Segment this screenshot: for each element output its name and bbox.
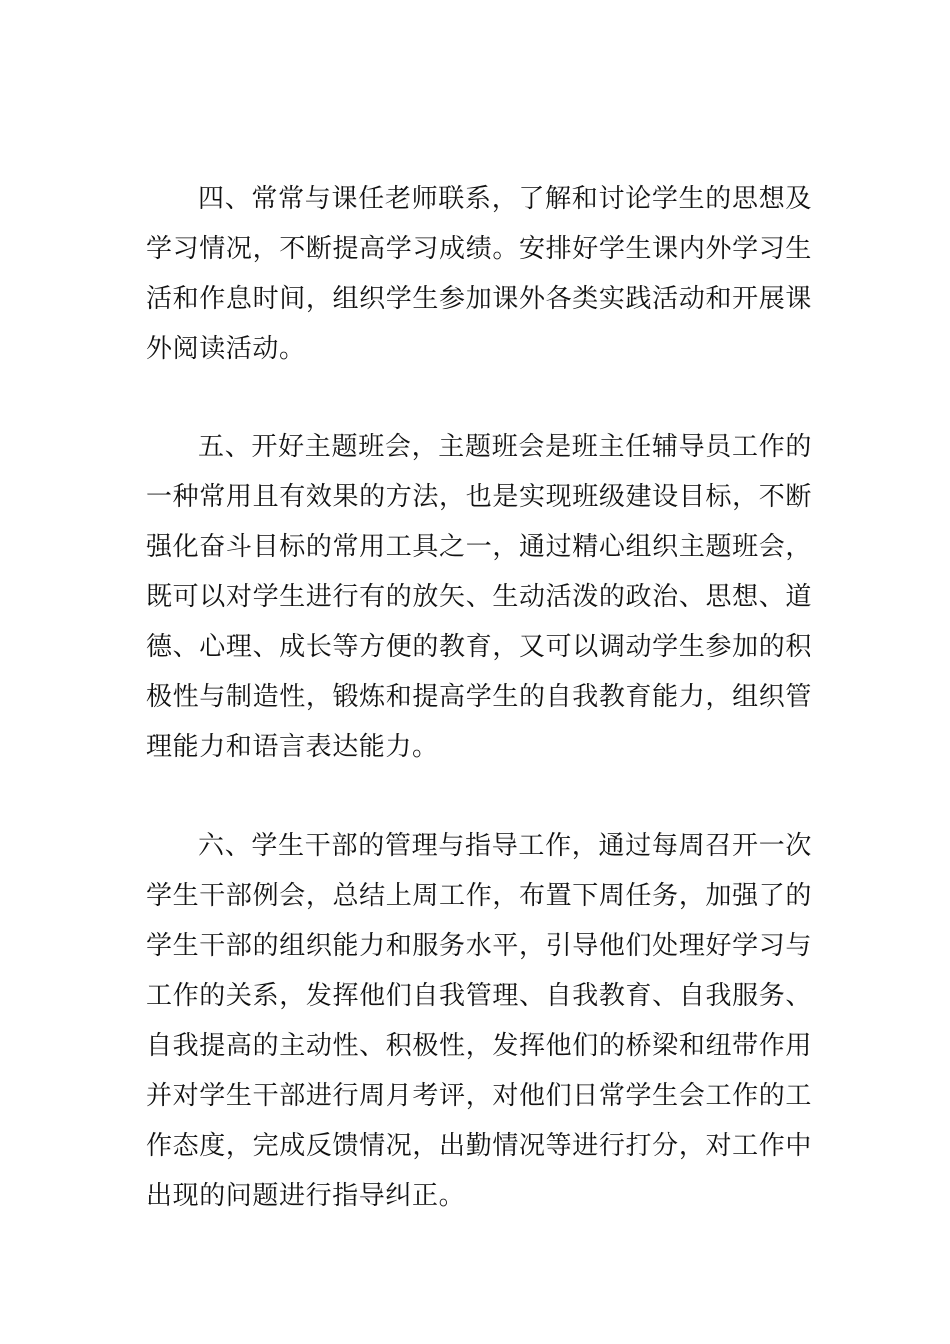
- paragraph-five: 五、开好主题班会，主题班会是班主任辅导员工作的一种常用且有效果的方法，也是实现班级建设目标，不断强化奋斗目标的常用工具之一，通过精心组织主题班会，既可以对学生进行有的放矢、生动活泼的政治、思想、道德、心理、成长等方便的教育，又可以调动学生参加的积极性与制造性，锻炼和提高学生的自我教育能力，组织管理能力和语言表达能力。: [146, 432, 812, 762]
- paragraph-four: 四、常常与课任老师联系，了解和讨论学生的思想及学习情况，不断提高学习成绩。安排好学生课内外学习生活和作息时间，组织学生参加课外各类实践活动和开展课外阅读活动。: [146, 184, 812, 364]
- paragraph-six: 六、学生干部的管理与指导工作，通过每周召开一次学生干部例会，总结上周工作，布置下周任务，加强了的学生干部的组织能力和服务水平，引导他们处理好学习与工作的关系，发挥他们自我管理、自我教育、自我服务、自我提高的主动性、积极性，发挥他们的桥梁和纽带作用并对学生干部进行周月考评，对他们日常学生会工作的工作态度，完成反馈情况，出勤情况等进行打分，对工作中出现的问题进行指导纠正。: [146, 831, 812, 1211]
